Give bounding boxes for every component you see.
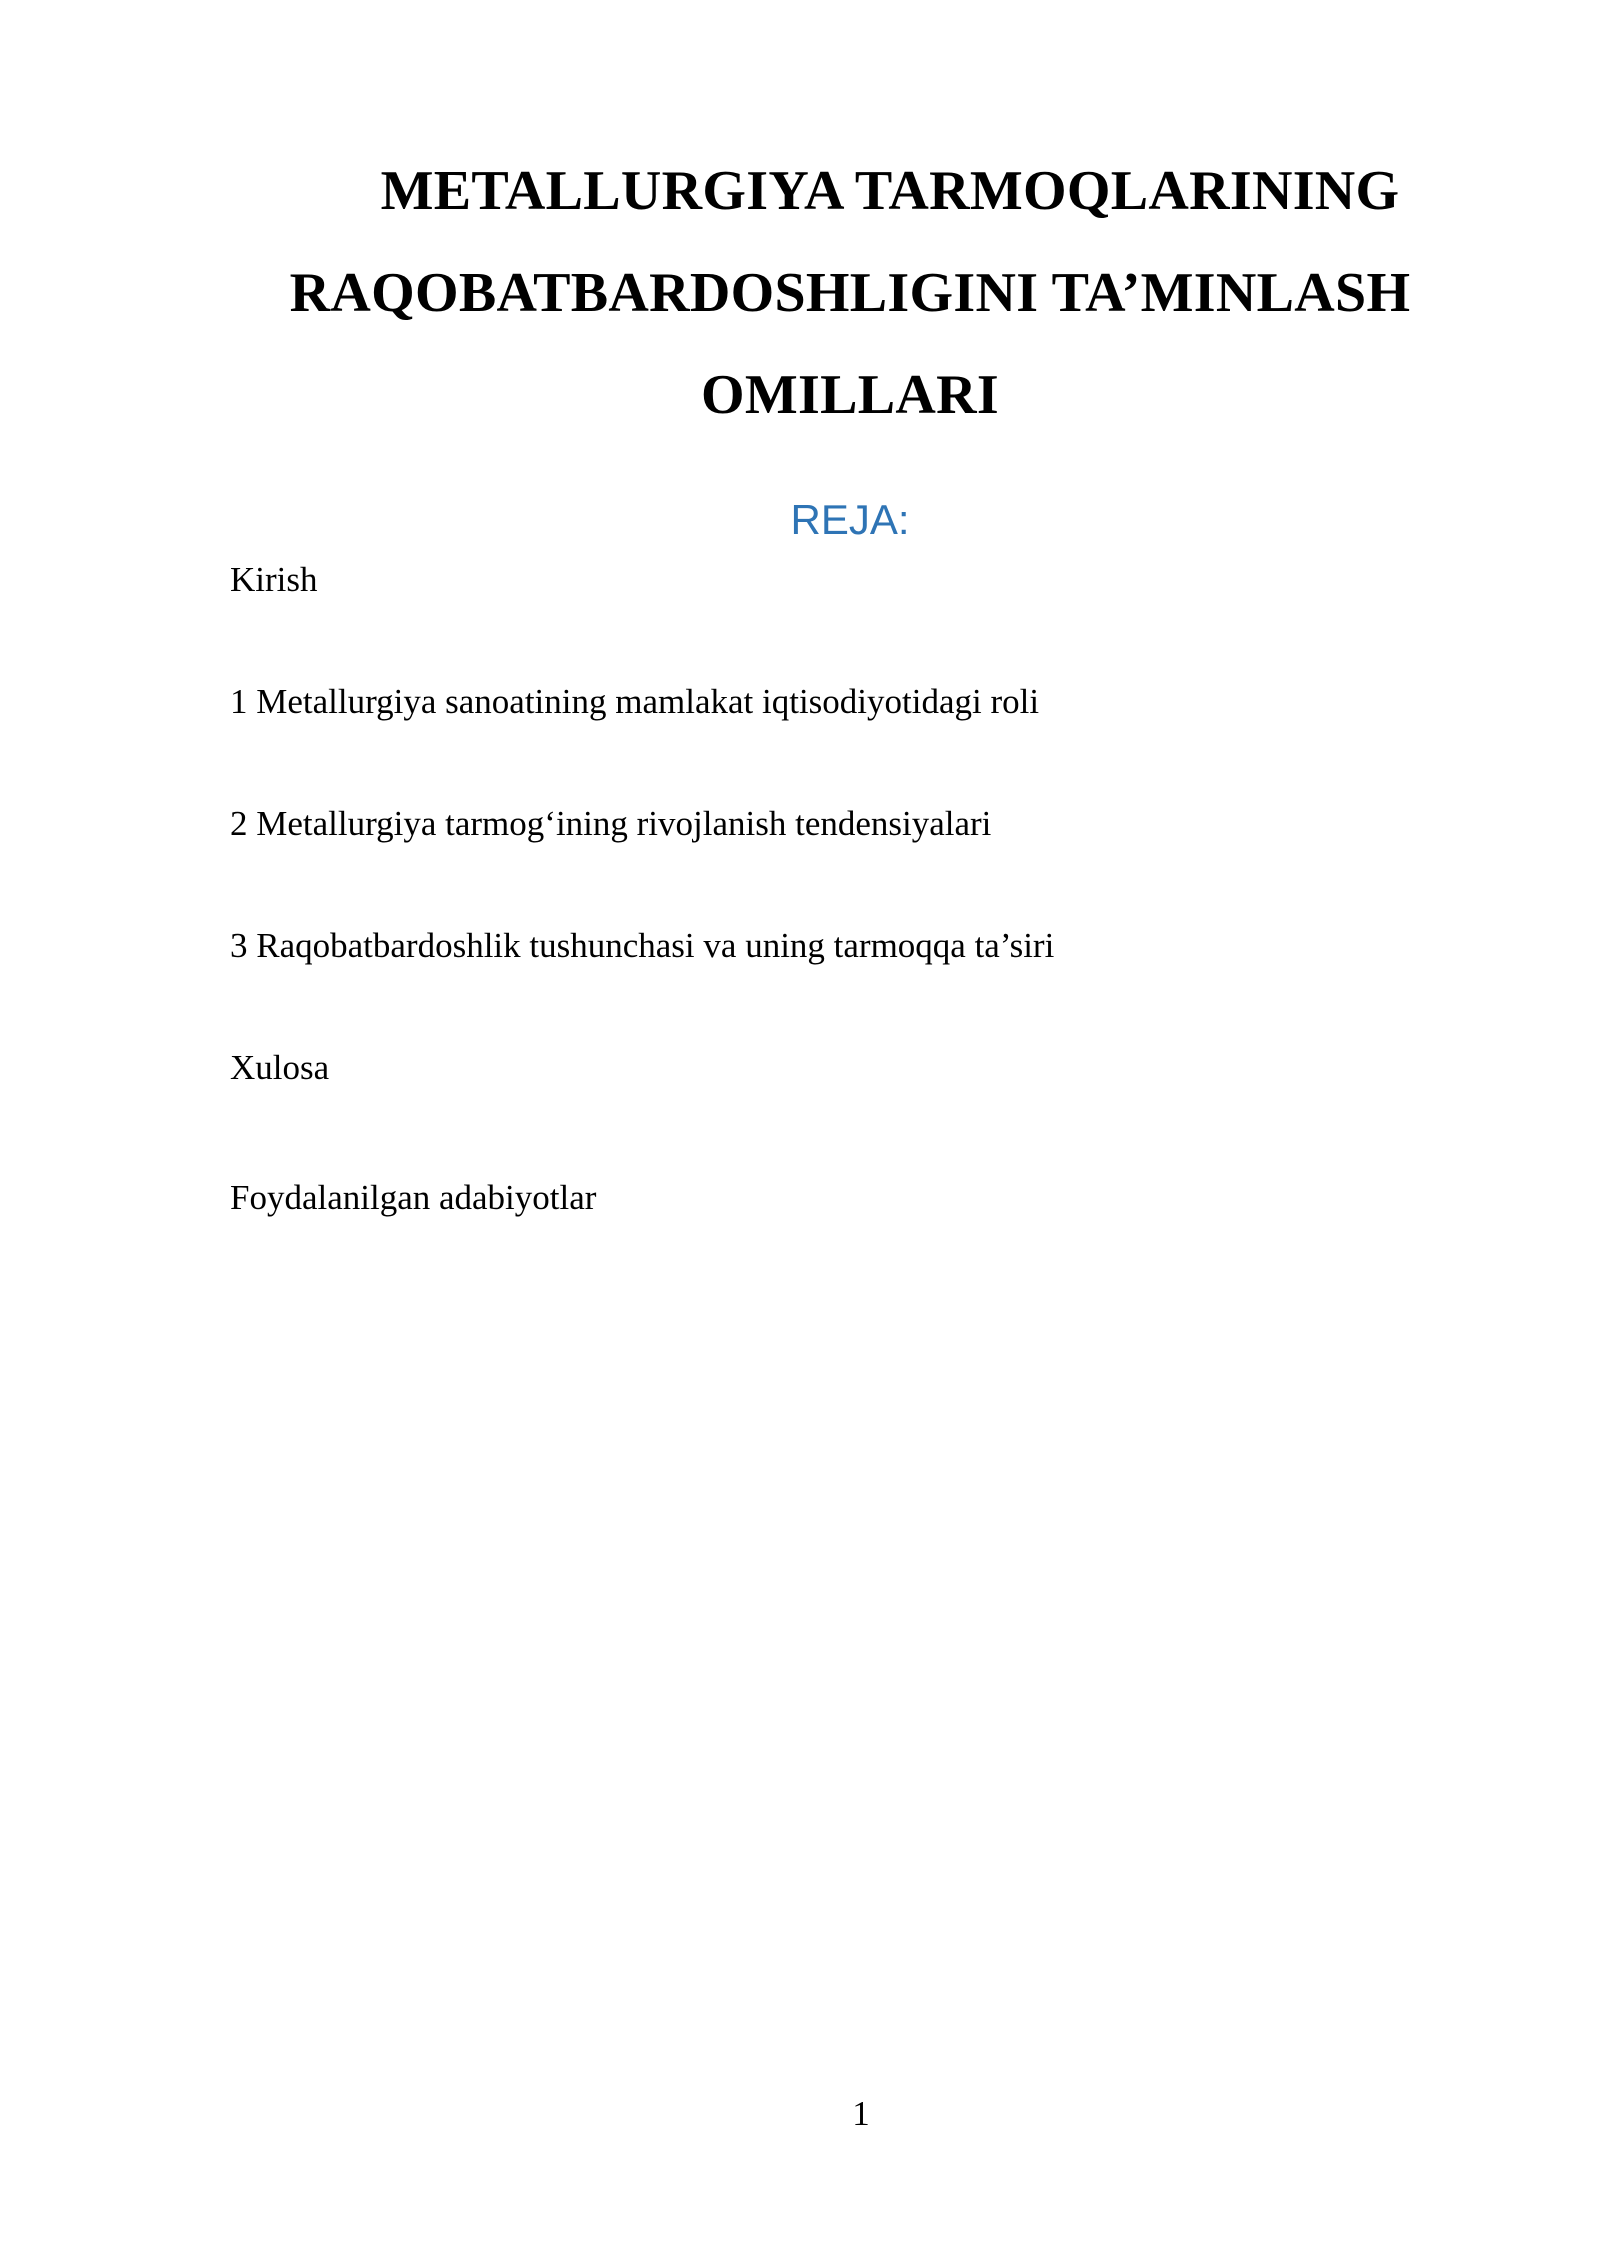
title-line-1: METALLURGIYA TARMOQLARINING — [380, 160, 1400, 222]
plan-item-chapter-2: 2 Metallurgiya tarmog‘ining rivojlanish tendensiyalari — [230, 804, 992, 843]
plan-item-chapter-3: 3 Raqobatbardoshlik tushunchasi va uning tarmoqqa ta’siri — [230, 926, 1055, 965]
plan-item-conclusion: Xulosa — [230, 1048, 330, 1087]
page-number: 1 — [852, 2094, 870, 2133]
title-line-2: RAQOBATBARDOSHLIGINI TA’MINLASH — [289, 262, 1411, 324]
title-line-3: OMILLARI — [701, 364, 999, 426]
plan-heading: REJA: — [790, 496, 910, 543]
document-title — [230, 140, 1470, 446]
plan-item-introduction: Kirish — [230, 560, 318, 599]
plan-item-references: Foydalanilgan adabiyotlar — [230, 1178, 597, 1217]
plan-item-chapter-1: 1 Metallurgiya sanoatining mamlakat iqtisodiyotidagi roli — [230, 682, 1040, 721]
